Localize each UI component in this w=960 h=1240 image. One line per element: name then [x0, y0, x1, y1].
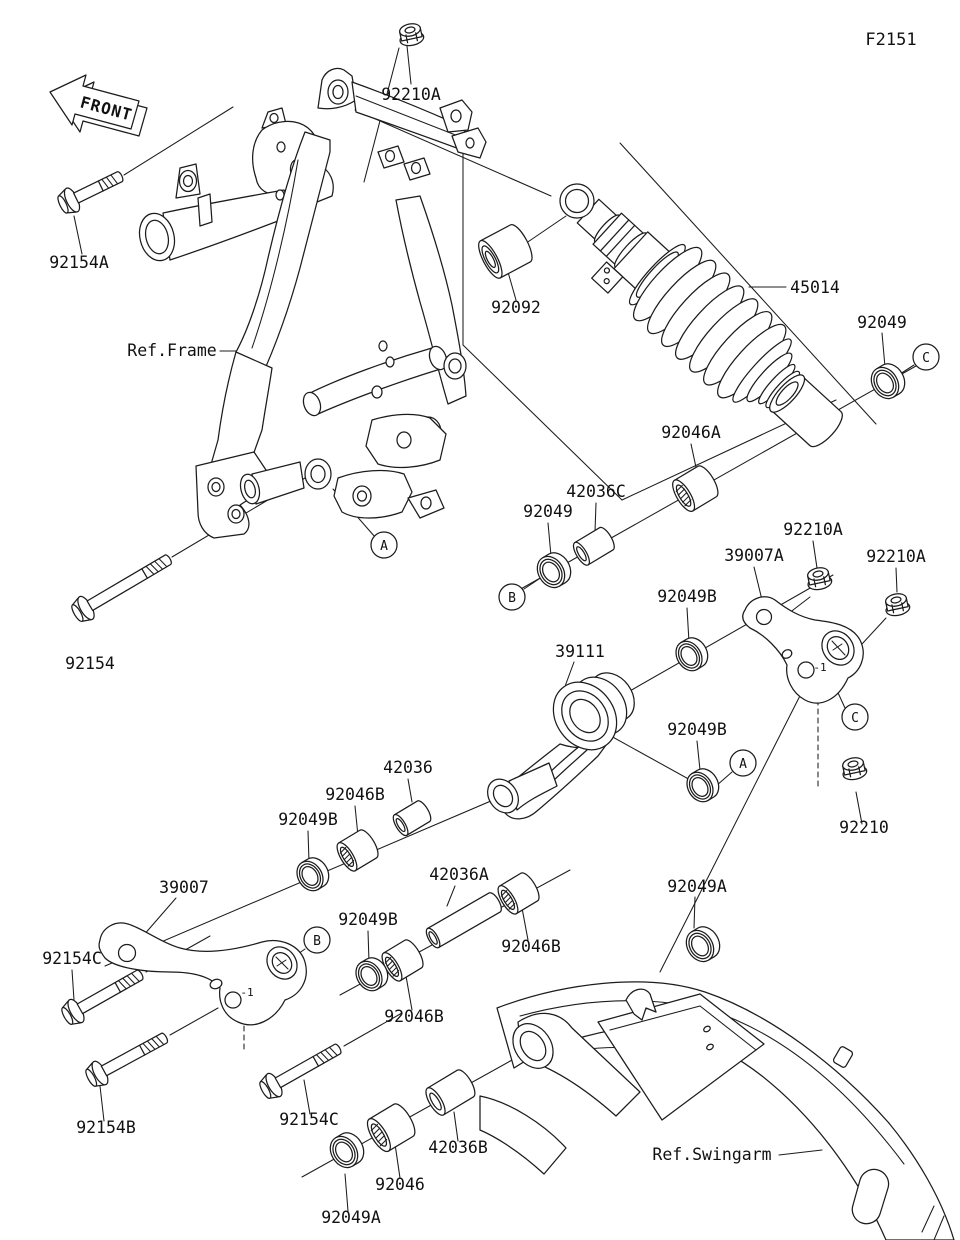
bearing-92046a	[669, 463, 722, 515]
nut-92210a-right-1	[805, 566, 833, 592]
seal-92049-right	[866, 359, 910, 404]
seal-92049b-m1	[292, 853, 334, 896]
callout-c-top: C	[922, 351, 930, 366]
callout-a-left: A	[380, 539, 388, 554]
frame-drawing	[135, 68, 486, 538]
front-label: FRONT	[78, 92, 135, 125]
nut-92210	[840, 756, 868, 782]
bolt-92154	[68, 547, 176, 626]
label-92154c-1: 92154C	[42, 949, 102, 968]
label-ref-frame: Ref.Frame	[127, 341, 217, 360]
label-92049b-u1: 92049B	[657, 587, 717, 606]
label-ref-swingarm: Ref.Swingarm	[652, 1145, 772, 1164]
bolt-92154a	[54, 164, 127, 217]
label-92046b-sw: 92046B	[501, 937, 561, 956]
bolt-92154c-1	[58, 963, 148, 1029]
label-92049-right: 92049	[857, 313, 907, 332]
label-39007a: 39007A	[724, 546, 784, 565]
label-92210a-r2: 92210A	[866, 547, 926, 566]
seal-92049a-bottom	[325, 1128, 369, 1173]
sleeve-42036b	[422, 1067, 478, 1118]
sleeve-42036	[390, 799, 433, 838]
label-92154a: 92154A	[49, 253, 109, 272]
label-92049a-right: 92049A	[667, 877, 727, 896]
label-92049b-m1: 92049B	[278, 810, 338, 829]
label-92046: 92046	[375, 1175, 425, 1194]
callout-c-right: C	[851, 711, 859, 726]
nut-92210a-right-2	[883, 592, 911, 618]
front-direction-arrow-icon	[50, 75, 147, 136]
seal-92049-mid	[532, 548, 576, 593]
label-42036c: 42036C	[566, 482, 626, 501]
label-92049b-u2: 92049B	[667, 720, 727, 739]
label-92049-mid: 92049	[523, 502, 573, 521]
hole-mark-left: -1	[240, 986, 254, 999]
label-92154b: 92154B	[76, 1118, 136, 1137]
seal-92049b-u1	[671, 633, 713, 676]
label-92049b-m2: 92049B	[338, 910, 398, 929]
label-39111: 39111	[555, 642, 605, 661]
label-92046b-m1: 92046B	[325, 785, 385, 804]
label-39007: 39007	[159, 878, 209, 897]
label-92046b-m3: 92046B	[384, 1007, 444, 1026]
label-92210: 92210	[839, 818, 889, 837]
bolt-92154b	[82, 1026, 172, 1091]
hole-mark-right: -1	[813, 661, 827, 674]
callout-a-right: A	[739, 757, 747, 772]
label-92092: 92092	[491, 298, 541, 317]
label-42036: 42036	[383, 758, 433, 777]
sleeve-42036a	[424, 891, 504, 950]
bushing-92092	[474, 222, 536, 282]
label-45014: 45014	[790, 278, 840, 297]
label-92154c-2: 92154C	[279, 1110, 339, 1129]
label-92154: 92154	[65, 654, 115, 673]
label-42036b: 42036B	[428, 1138, 488, 1157]
callout-b-left: B	[508, 591, 516, 606]
seal-92049b-u2	[682, 764, 724, 807]
seal-92049a-right	[681, 922, 725, 967]
bearing-92046b-m1	[333, 827, 381, 874]
label-92210a-top: 92210A	[381, 85, 441, 104]
callout-b-bottom: B	[313, 934, 321, 949]
tie-rod-right-drawing	[743, 597, 864, 703]
label-92049a-bottom: 92049A	[321, 1208, 381, 1227]
sleeve-42036c	[570, 525, 617, 567]
page-code: F2151	[865, 30, 917, 50]
label-42036a: 42036A	[429, 865, 489, 884]
bolt-92154c-2	[256, 1037, 346, 1103]
label-92210a-r1: 92210A	[783, 520, 843, 539]
nut-92210a-top	[397, 22, 425, 48]
bearing-92046	[363, 1101, 419, 1155]
label-92046a: 92046A	[661, 423, 721, 442]
swingarm-drawing	[480, 982, 954, 1240]
rocker-arm-drawing	[481, 664, 643, 819]
